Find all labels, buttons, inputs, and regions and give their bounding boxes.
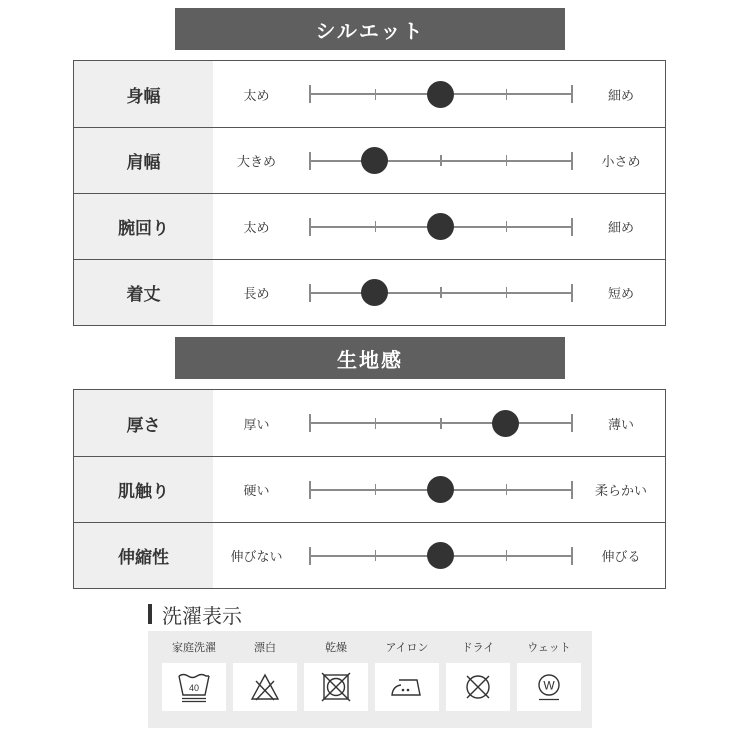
rating-scale [309, 457, 571, 522]
silhouette-row-length [74, 259, 665, 325]
scale-tick [571, 85, 573, 103]
texture-table [73, 389, 666, 589]
heading-bar [148, 604, 152, 624]
care-title: 洗濯表示 [162, 603, 242, 628]
scale-marker [361, 279, 388, 306]
scale-tick [309, 85, 311, 103]
scale-tick [571, 481, 573, 499]
rating-scale [309, 128, 571, 193]
row-label: 身幅 [74, 61, 213, 127]
iron-low-icon [389, 673, 425, 701]
wash-tub-40-icon [177, 671, 211, 703]
scale-tick [309, 152, 311, 170]
scale-tick [506, 550, 508, 561]
scale-tick [506, 287, 508, 298]
texture-row-feel [74, 456, 665, 522]
rating-scale [309, 260, 571, 325]
rating-scale [309, 390, 571, 456]
scale-marker [427, 213, 454, 240]
wet-clean-mark: W [543, 678, 555, 693]
texture-title: 生地感 [337, 347, 403, 372]
scale-left-label: 伸びない [230, 550, 283, 565]
care-item-home-wash [162, 631, 226, 711]
row-label: 肩幅 [74, 128, 213, 193]
no-bleach-icon [249, 672, 281, 702]
scale-left-label: 太め [243, 221, 270, 236]
scale-tick [571, 152, 573, 170]
care-item-dry [304, 631, 368, 711]
scale-right-label: 薄い [607, 417, 634, 433]
scale-left-label: 長め [243, 287, 270, 302]
care-label: 乾燥 [325, 641, 347, 654]
no-tumble-dry-icon [320, 672, 352, 702]
row-label: 厚さ [74, 390, 213, 456]
scale-tick [375, 418, 377, 429]
row-label: 着丈 [74, 260, 213, 325]
row-label: 肌触り [74, 457, 213, 522]
scale-tick [440, 287, 442, 298]
care-heading [148, 602, 242, 626]
texture-row-stretch [74, 522, 665, 588]
scale-tick [375, 221, 377, 232]
scale-tick [309, 547, 311, 565]
care-label: 家庭洗濯 [172, 641, 216, 654]
care-item-wet-clean [517, 631, 581, 711]
care-label: アイロン [385, 641, 429, 654]
scale-tick [375, 89, 377, 100]
care-label: 漂白 [254, 641, 276, 654]
care-item-bleach [233, 631, 297, 711]
row-label: 腕回り [74, 194, 213, 259]
scale-left-label: 大きめ [236, 155, 276, 170]
scale-tick [309, 481, 311, 499]
silhouette-banner [175, 8, 565, 50]
scale-marker [427, 476, 454, 503]
rating-scale [309, 194, 571, 259]
rating-scale [309, 523, 571, 588]
scale-tick [440, 155, 442, 166]
silhouette-row-body-width [74, 61, 665, 127]
scale-left-label: 太め [243, 88, 270, 104]
scale-tick [506, 484, 508, 495]
scale-marker [492, 410, 519, 437]
care-item-iron [375, 631, 439, 711]
scale-right-label: 小さめ [601, 155, 641, 170]
row-label: 伸縮性 [74, 523, 213, 588]
rating-scale [309, 61, 571, 127]
wet-clean-icon [533, 671, 565, 703]
silhouette-row-shoulder-width [74, 127, 665, 193]
silhouette-row-arm-width [74, 193, 665, 259]
silhouette-table [73, 60, 666, 326]
scale-tick [506, 89, 508, 100]
scale-tick [506, 155, 508, 166]
scale-tick [309, 284, 311, 302]
texture-row-thickness [74, 390, 665, 456]
scale-tick [506, 221, 508, 232]
scale-tick [571, 547, 573, 565]
wash-temperature: 40 [188, 683, 200, 693]
scale-right-label: 伸びる [601, 550, 641, 565]
scale-tick [571, 218, 573, 236]
scale-left-label: 硬い [243, 484, 270, 499]
scale-right-label: 短め [607, 287, 634, 302]
scale-right-label: 細め [607, 221, 634, 236]
care-panel [148, 631, 592, 728]
scale-tick [440, 418, 442, 429]
scale-right-label: 柔らかい [594, 484, 647, 499]
texture-banner [175, 337, 565, 379]
care-item-dry-clean [446, 631, 510, 711]
scale-marker [427, 542, 454, 569]
no-dry-clean-icon [462, 672, 494, 702]
scale-marker [427, 81, 454, 108]
scale-tick [309, 218, 311, 236]
care-label: ウェット [527, 641, 571, 654]
scale-tick [375, 484, 377, 495]
scale-right-label: 細め [607, 88, 634, 104]
scale-tick [375, 550, 377, 561]
scale-marker [361, 147, 388, 174]
scale-left-label: 厚い [243, 417, 270, 433]
scale-tick [571, 284, 573, 302]
silhouette-title: シルエット [315, 18, 425, 43]
scale-tick [309, 414, 311, 432]
scale-tick [571, 414, 573, 432]
care-label: ドライ [461, 641, 495, 654]
